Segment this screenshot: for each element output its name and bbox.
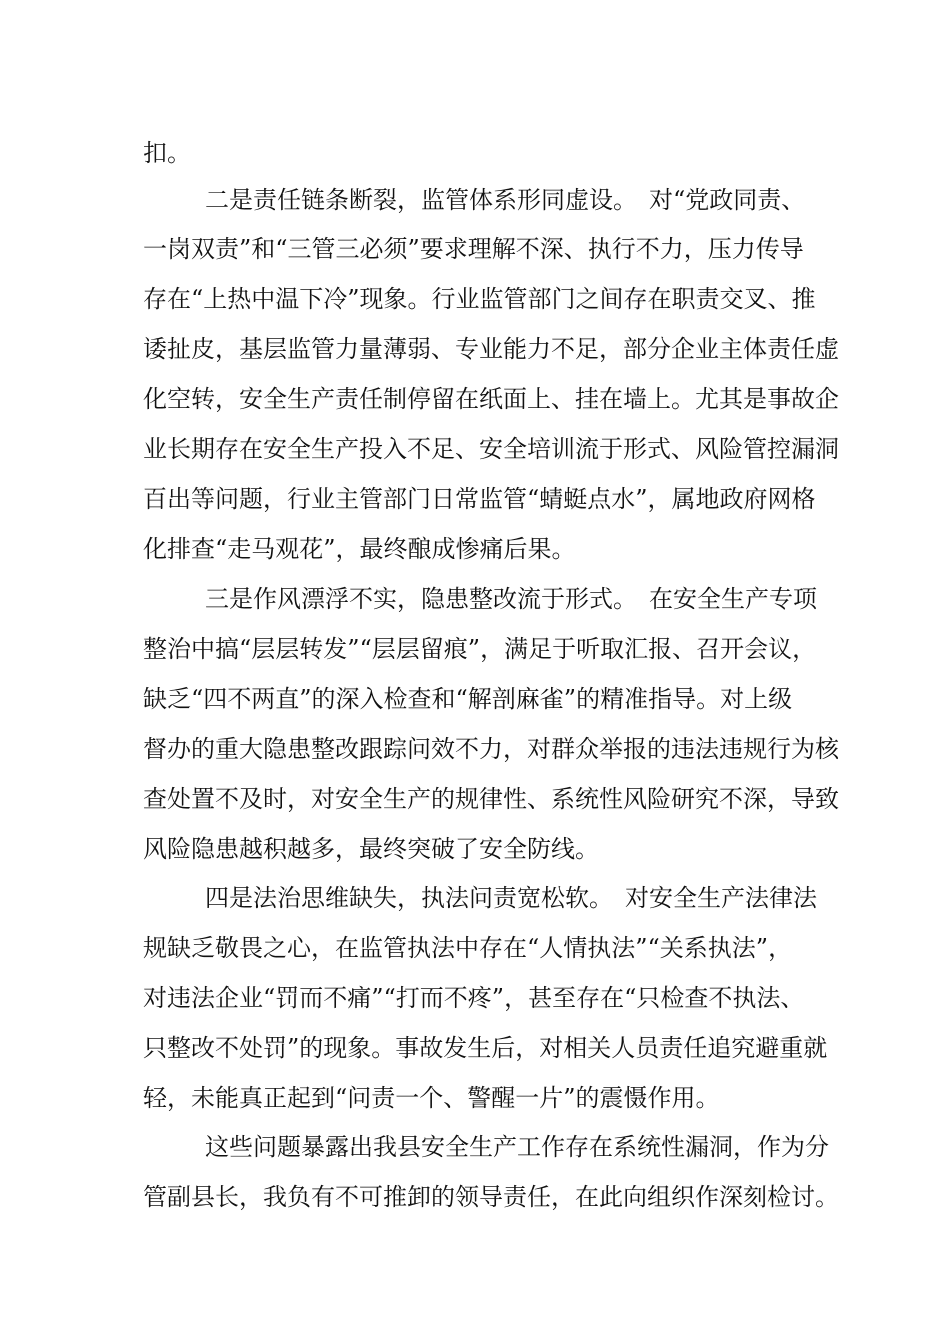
text-line: 诿扯皮，基层监管力量薄弱、专业能力不足，部分企业主体责任虚 — [143, 335, 839, 363]
text-line: 化空转，安全生产责任制停留在纸面上、挂在墙上。尤其是事故企 — [143, 385, 839, 413]
paragraph-heading-line: 二是责任链条断裂，监管体系形同虚设。 对“党政同责、 — [205, 186, 806, 214]
text-line: 整治中搞“层层转发”“层层留痕”，满足于听取汇报、召开会议， — [143, 635, 817, 663]
text-line: 业长期存在安全生产投入不足、安全培训流于形式、风险管控漏洞 — [143, 435, 839, 463]
text-line: 存在“上热中温下冷”现象。行业监管部门之间存在职责交叉、推 — [143, 285, 816, 313]
text-line: 规缺乏敬畏之心，在监管执法中存在“人情执法”“关系执法”， — [143, 934, 793, 962]
text-line: 管副县长，我负有不可推卸的领导责任，在此向组织作深刻检讨。 — [143, 1183, 839, 1211]
text-line: 督办的重大隐患整改跟踪问效不力，对群众举报的违法违规行为核 — [143, 735, 839, 763]
text-line: 化排查“走马观花”，最终酿成惨痛后果。 — [143, 535, 576, 563]
paragraph-heading-line: 三是作风漂浮不实，隐患整改流于形式。 在安全生产专项 — [205, 585, 817, 613]
text-line: 轻，未能真正起到“问责一个、警醒一片”的震慑作用。 — [143, 1084, 720, 1112]
text-line: 只整改不处罚”的现象。事故发生后，对相关人员责任追究避重就 — [143, 1034, 828, 1062]
text-line: 百出等问题，行业主管部门日常监管“蜻蜓点水”，属地政府网格 — [143, 485, 816, 513]
text-line: 扣。 — [143, 139, 191, 167]
text-line: 对违法企业“罚而不痛”“打而不疼”，甚至存在“只检查不执法、 — [143, 984, 805, 1012]
text-line: 一岗双责”和“三管三必须”要求理解不深、执行不力，压力传导 — [143, 235, 804, 263]
text-line: 风险隐患越积越多，最终突破了安全防线。 — [143, 835, 599, 863]
text-line: 缺乏“四不两直”的深入检查和“解剖麻雀”的精准指导。对上级 — [143, 685, 793, 713]
paragraph-heading-line: 这些问题暴露出我县安全生产工作存在系统性漏洞，作为分 — [205, 1133, 829, 1161]
text-line: 查处置不及时，对安全生产的规律性、系统性风险研究不深，导致 — [143, 785, 839, 813]
paragraph-heading-line: 四是法治思维缺失，执法问责宽松软。 对安全生产法律法 — [205, 884, 817, 912]
